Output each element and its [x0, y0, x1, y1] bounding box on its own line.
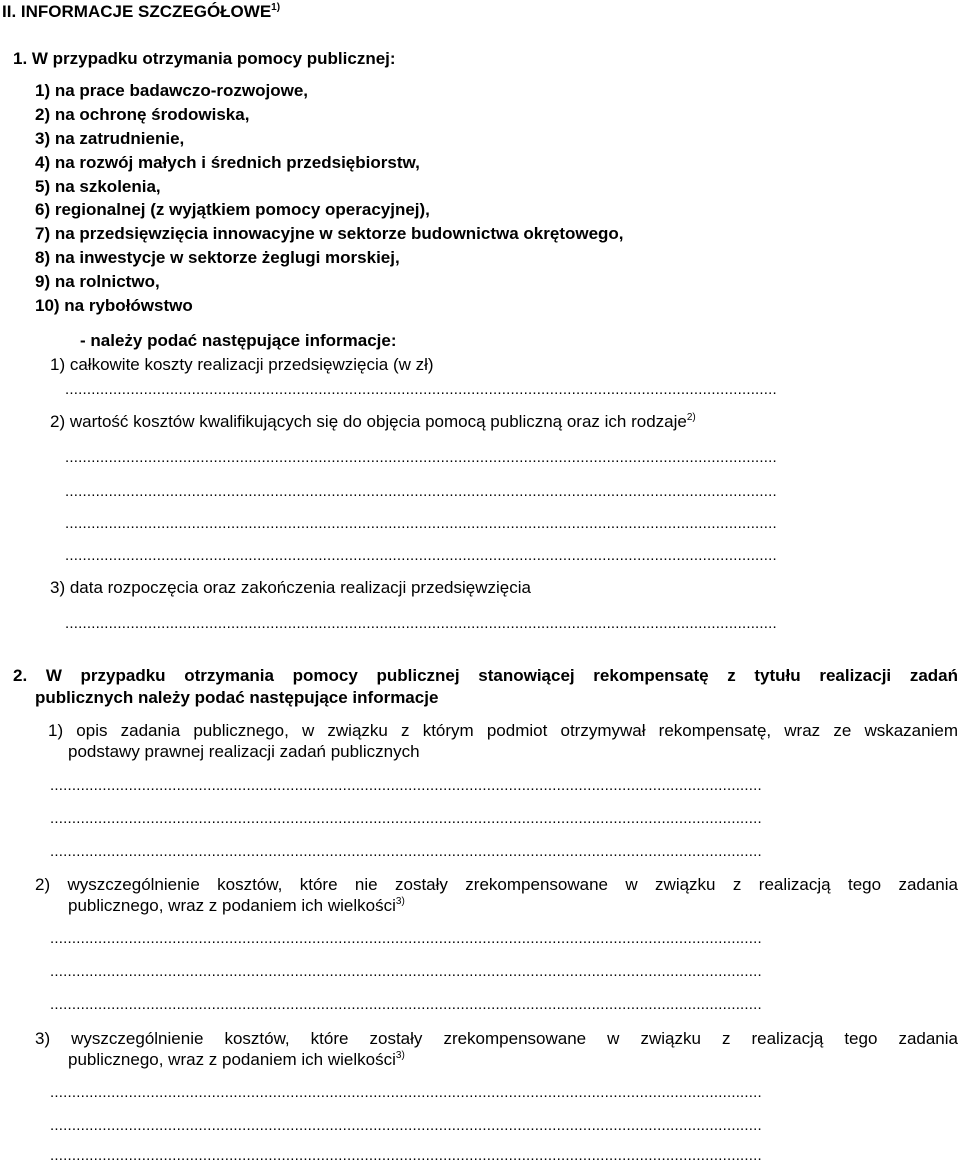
question-label: 1) opis zadania publicznego, w związku z którym podmiot otrzymywał rekompensatę, wraz ze wskazaniem: [48, 721, 958, 740]
question-label-cont: podstawy prawnej realizacji zadań publicznych: [68, 742, 420, 761]
question-label: 2) wyszczególnienie kosztów, które nie zostały zrekompensowane w związku z realizacją tego zadania: [35, 875, 958, 894]
answer-line[interactable]: ...................................................................................................................................................................: [50, 778, 762, 794]
instruction-heading: - należy podać następujące informacje:: [80, 331, 397, 350]
footnote-ref: 1): [271, 2, 281, 13]
list-item: 4) na rozwój małych i średnich przedsiębiorstw,: [35, 153, 420, 172]
footnote-ref: 2): [686, 412, 696, 423]
answer-line[interactable]: ...................................................................................................................................................................: [65, 616, 777, 632]
list-item: 2) na ochronę środowiska,: [35, 105, 250, 124]
answer-line[interactable]: ...................................................................................................................................................................: [50, 964, 762, 980]
list-item: 1) na prace badawczo-rozwojowe,: [35, 81, 309, 100]
question-label: 1) całkowite koszty realizacji przedsięwzięcia (w zł): [50, 355, 434, 374]
answer-line[interactable]: ...................................................................................................................................................................: [65, 382, 777, 398]
answer-line[interactable]: ...................................................................................................................................................................: [50, 997, 762, 1013]
question-text: 2) wartość kosztów kwalifikujących się do objęcia pomocą publiczną oraz ich rodzaje: [50, 412, 687, 431]
answer-line[interactable]: ...................................................................................................................................................................: [50, 811, 762, 827]
answer-line[interactable]: ...................................................................................................................................................................: [65, 450, 777, 466]
list-item: 9) na rolnictwo,: [35, 272, 160, 291]
question-text: publicznego, wraz z podaniem ich wielkości: [68, 896, 396, 915]
answer-line[interactable]: ...................................................................................................................................................................: [50, 1148, 762, 1164]
answer-line[interactable]: ...................................................................................................................................................................: [65, 484, 777, 500]
section2-heading: 2. W przypadku otrzymania pomocy publicznej stanowiącej rekompensatę z tytułu realizacji zadań: [13, 666, 958, 685]
question-label-cont: [68, 896, 405, 916]
question-label: [50, 412, 696, 432]
question-label: 3) wyszczególnienie kosztów, które zostały zrekompensowane w związku z realizacją tego zadania: [35, 1029, 958, 1048]
list-item: 5) na szkolenia,: [35, 177, 161, 196]
question-text: publicznego, wraz z podaniem ich wielkości: [68, 1050, 396, 1069]
list-item: 8) na inwestycje w sektorze żeglugi morskiej,: [35, 248, 400, 267]
answer-line[interactable]: ...................................................................................................................................................................: [65, 516, 777, 532]
question-label-cont: [68, 1050, 405, 1070]
list-item: 7) na przedsięwzięcia innowacyjne w sektorze budownictwa okrętowego,: [35, 224, 624, 243]
section-title-text: II. INFORMACJE SZCZEGÓŁOWE: [2, 2, 272, 21]
answer-line[interactable]: ...................................................................................................................................................................: [50, 844, 762, 860]
answer-line[interactable]: ...................................................................................................................................................................: [50, 931, 762, 947]
section2-heading-cont: publicznych należy podać następujące informacje: [35, 688, 439, 707]
list-item: 10) na rybołówstwo: [35, 296, 193, 315]
footnote-ref: 3): [395, 1050, 405, 1061]
question-label: 3) data rozpoczęcia oraz zakończenia realizacji przedsięwzięcia: [50, 578, 531, 597]
list-item: 6) regionalnej (z wyjątkiem pomocy operacyjnej),: [35, 200, 430, 219]
list-item: 3) na zatrudnienie,: [35, 129, 185, 148]
answer-line[interactable]: ...................................................................................................................................................................: [65, 548, 777, 564]
answer-line[interactable]: ...................................................................................................................................................................: [50, 1085, 762, 1101]
answer-line[interactable]: ...................................................................................................................................................................: [50, 1118, 762, 1134]
footnote-ref: 3): [395, 896, 405, 907]
section1-heading: 1. W przypadku otrzymania pomocy publicznej:: [13, 49, 396, 68]
section-title: [2, 2, 280, 22]
